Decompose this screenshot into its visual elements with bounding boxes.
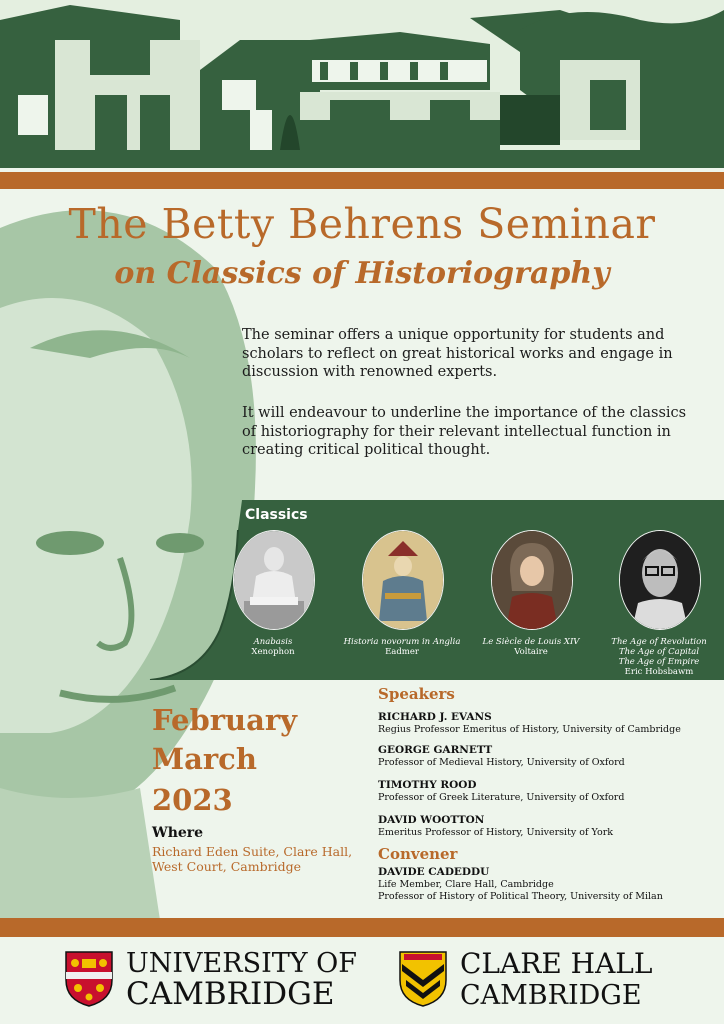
clare-hall-logo-line-1: CLARE HALL [460,947,653,980]
speaker-name: GEORGE GARNETT [378,744,493,756]
classic-caption-historia-novorum [332,637,472,657]
classic-author: Voltaire [514,647,548,657]
seminar-title: The Betty Behrens Seminar [68,200,656,248]
convener-role: Life Member, Clare Hall, Cambridge [378,879,554,890]
hobsbawm-photo-image [619,530,701,630]
classic-work: The Age of Revolution [611,637,707,647]
clare-hall-shield-icon [398,950,448,1008]
intro-line: creating critical political thought. [242,442,491,458]
intro-line: It will endeavour to underline the importance of the classics [242,405,687,421]
intro-paragraph-2 [242,404,712,460]
classic-caption-anabasis [203,637,343,657]
speaker-name: RICHARD J. EVANS [378,711,492,723]
speakers-heading: Speakers [378,685,455,703]
convener-heading: Convener [378,845,458,863]
classics-heading: Classics [245,507,308,523]
classic-author: Eadmer [385,647,419,657]
intro-paragraph-1 [242,326,712,382]
classic-work: Historia novorum in Anglia [343,637,461,647]
classic-caption-siecle-louis [461,637,601,657]
classic-work: The Age of Empire [618,657,700,667]
speaker-name: TIMOTHY ROOD [378,779,477,791]
cambridge-shield-icon [64,950,114,1008]
where-line-2: West Court, Cambridge [152,859,301,874]
classic-author: Eric Hobsbawm [624,667,694,677]
intro-line: The seminar offers a unique opportunity for students and [242,327,665,343]
date-month-1: February [152,703,298,737]
intro-line: scholars to reflect on great historical works and engage in [242,345,673,362]
date-year: 2023 [152,783,233,817]
seminar-subtitle: on Classics of Historiography [114,256,610,291]
cambridge-logo-line-2: CAMBRIDGE [126,976,335,1012]
eadmer-manuscript-image [362,530,444,630]
speaker-name: DAVID WOOTTON [378,814,485,826]
convener-name: DAVIDE CADEDDU [378,866,490,878]
classic-author: Xenophon [251,647,295,657]
classic-work: The Age of Capital [618,647,700,657]
xenophon-statue-image [233,530,315,630]
top-divider-bar [0,172,724,189]
voltaire-portrait-image [491,530,573,630]
classic-work: Anabasis [253,637,293,647]
convener-role: Professor of History of Political Theory, University of Milan [378,891,663,902]
speaker-role: Regius Professor Emeritus of History, University of Cambridge [378,724,681,735]
speaker-role: Professor of Medieval History, University of Oxford [378,757,625,768]
where-label: Where [152,825,204,841]
cambridge-logo-line-1: UNIVERSITY OF [126,948,358,979]
date-month-2: March [152,742,257,776]
where-line-1: Richard Eden Suite, Clare Hall, [152,844,353,859]
clare-hall-logo-line-2: CAMBRIDGE [460,980,642,1011]
bottom-divider-bar [0,918,724,937]
header-building-image [0,0,724,168]
speaker-role: Emeritus Professor of History, University of York [378,827,614,838]
intro-line: of historiography for their relevant intellectual function in [242,423,671,440]
classic-work: Le Siècle de Louis XIV [482,637,580,647]
speaker-role: Professor of Greek Literature, University of Oxford [378,792,625,803]
classic-caption-age-of-revolution [589,637,724,677]
intro-line: discussion with renowned experts. [242,364,498,380]
